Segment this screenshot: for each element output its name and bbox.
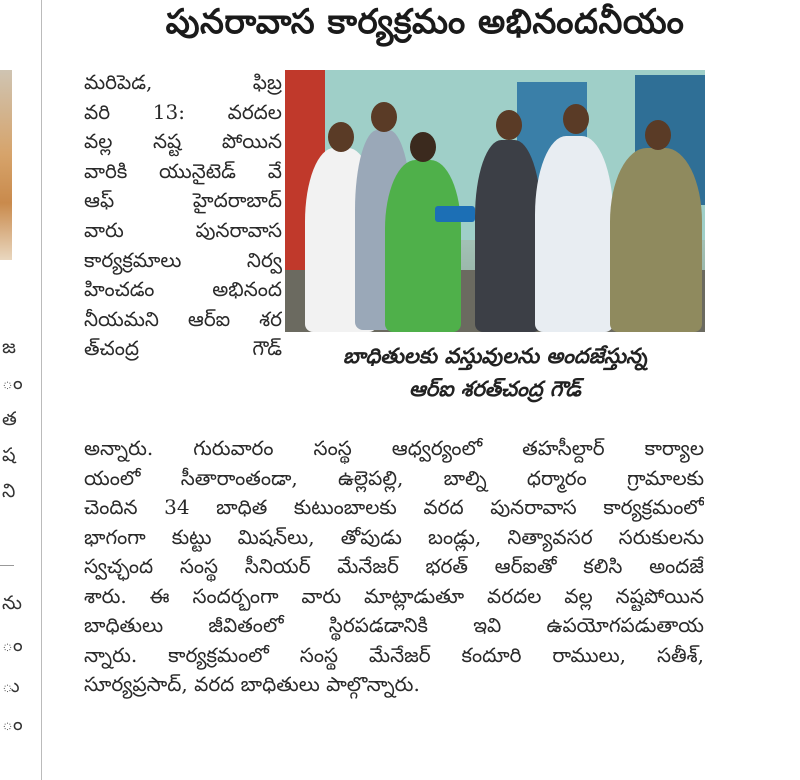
body-line: న్నారు. కార్యక్రమంలో సంస్థ మేనేజర్ కందూరి రాములు, సతీశ్, xyxy=(84,642,704,667)
body-line: శారు. ఈ సందర్భంగా వారు మాట్లాడుతూ వరదల వల్ల నష్టపోయిన xyxy=(84,583,704,608)
intro-line: కార్యక్రమాలు నిర్వ xyxy=(84,247,282,272)
intro-line: వారు పునరావాస xyxy=(84,217,282,242)
intro-line: త్‌చంద్ర గౌడ్ xyxy=(84,336,282,361)
article-photo xyxy=(285,70,705,332)
adjacent-text-fragment: జ xyxy=(2,336,16,358)
body-line: చెందిన 34 బాధిత కుటుంబాలకు వరద పునరావాస కార్యక్రమంలో xyxy=(84,495,704,519)
photo-person xyxy=(610,148,702,332)
photo-caption xyxy=(285,340,705,406)
intro-line: వరి 13: వరదల xyxy=(84,99,282,124)
photo-person-head xyxy=(496,110,522,140)
adjacent-text-fragment: ం xyxy=(2,372,23,394)
adjacent-text-fragment: త xyxy=(2,408,17,430)
adjacent-text-fragment: ని xyxy=(2,480,16,502)
adjacent-text-fragment: ష xyxy=(2,444,16,466)
intro-line: ఆఫ్ హైదరాబాద్ xyxy=(84,188,282,213)
photo-person xyxy=(475,140,541,332)
body-line: స్వచ్ఛంద సంస్థ సీనియర్ మేనేజర్ భరత్ ఆర్ఐతో కలిసి అందజే xyxy=(84,554,704,578)
column-divider xyxy=(41,0,42,780)
photo-person-head xyxy=(563,104,589,134)
adjacent-text-fragment: ం xyxy=(2,634,23,656)
body-line: సూర్యప్రసాద్, వరద బాధితులు పాల్గొన్నారు. xyxy=(84,672,420,696)
intro-line: వారికి యునైటెడ్ వే xyxy=(84,158,282,183)
article-intro xyxy=(84,68,282,364)
caption-line: ఆర్ఐ శరత్‌చంద్ర గౌడ్ xyxy=(409,377,581,401)
photo-person-head xyxy=(371,102,397,132)
photo-person-head xyxy=(328,122,354,152)
caption-line: బాధితులకు వస్తువులను అందజేస్తున్న xyxy=(342,344,648,368)
body-line: అన్నారు. గురువారం సంస్థ ఆధ్వర్యంలో తహసీల్దార్ కార్యాల xyxy=(84,436,704,460)
adjacent-text-fragment: ం xyxy=(2,713,23,735)
intro-line: నీయమని ఆర్ఐ శర xyxy=(84,306,282,331)
intro-line: మరిపెడ, ఫిబ్ర xyxy=(84,70,282,94)
photo-person-head xyxy=(645,120,671,150)
body-line: భాగంగా కుట్టు మిషన్‌లు, తోపుడు బండ్లు, నిత్యావసర సరుకులను xyxy=(84,524,704,549)
article-body xyxy=(84,434,704,700)
photo-person xyxy=(385,160,461,332)
intro-line: హించడం అభినంద xyxy=(84,277,282,302)
intro-line: వల్ల నష్ట పోయిన xyxy=(84,129,282,154)
adjacent-text-fragment: ను xyxy=(2,592,22,614)
article-headline: పునరావాస కార్యక్రమం అభినందనీయం xyxy=(165,2,685,42)
adjacent-photo-fragment xyxy=(0,70,12,260)
photo-person-head xyxy=(410,132,436,162)
adjacent-text-fragment: ు xyxy=(2,675,20,697)
body-line: యంలో సీతారాంతండా, ఉల్లెపల్లి, బాల్ని ధర్మారం గ్రామాలకు xyxy=(84,465,704,490)
photo-gift-item xyxy=(435,206,475,222)
body-line: బాధితులు జీవితంలో స్థిరపడడానికి ఇవి ఉపయోగపడుతాయ xyxy=(84,613,704,637)
photo-person xyxy=(535,136,613,332)
adjacent-column-fragment xyxy=(0,0,23,780)
adjacent-rule xyxy=(0,565,14,566)
